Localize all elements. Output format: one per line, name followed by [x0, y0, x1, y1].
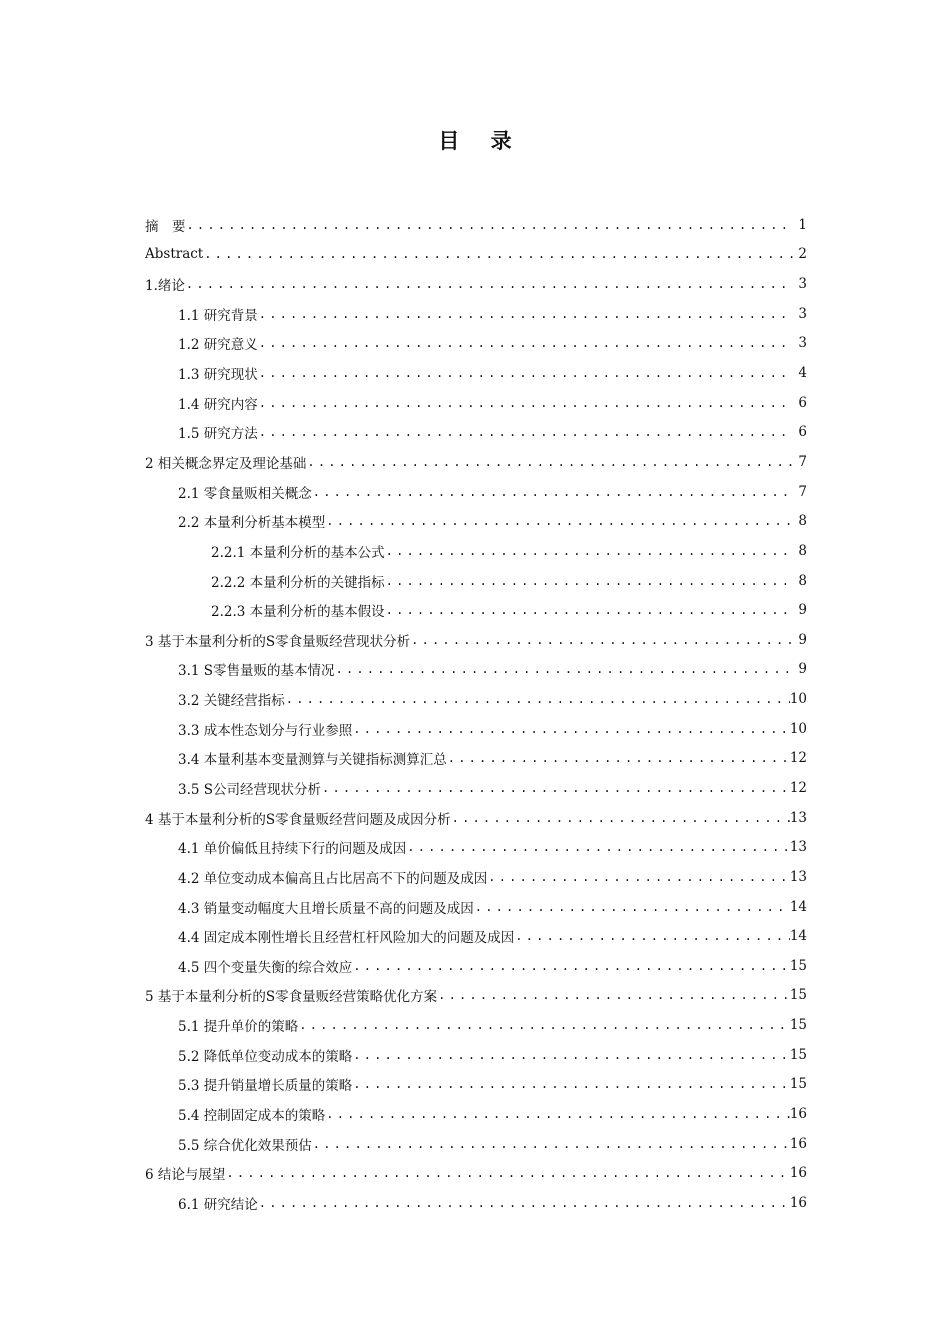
toc-entry-label: 1.1 研究背景	[178, 307, 258, 324]
toc-leader-dots	[514, 929, 790, 943]
toc-entry-page-number: 9	[798, 631, 807, 648]
toc-leader-dots	[225, 1166, 789, 1180]
toc-entry-label: 2.2 本量利分析基本模型	[178, 515, 326, 532]
toc-entry-page-number: 3	[798, 276, 807, 293]
toc-leader-dots	[447, 751, 790, 765]
toc-entry-label: 2 相关概念界定及理论基础	[145, 455, 307, 472]
toc-entry-label: 5.1 提升单价的策略	[178, 1019, 299, 1036]
toc-entry-page-number: 10	[789, 691, 807, 708]
toc-entry[interactable]	[145, 625, 807, 655]
toc-entry[interactable]	[145, 684, 807, 714]
toc-entry-label: 1.4 研究内容	[178, 396, 258, 413]
toc-leader-dots	[203, 247, 793, 261]
toc-entry-page-number: 9	[798, 602, 807, 619]
toc-entry[interactable]	[145, 655, 807, 685]
toc-entry-page-number: 3	[798, 305, 807, 322]
toc-entry[interactable]	[145, 566, 807, 596]
toc-leader-dots	[258, 1196, 790, 1210]
toc-entry-page-number: 8	[798, 572, 807, 589]
toc-entry-label: 1.2 研究意义	[178, 337, 258, 354]
toc-entry[interactable]	[145, 1099, 807, 1129]
toc-leader-dots	[258, 396, 793, 410]
toc-leader-dots	[186, 218, 794, 232]
toc-entry-page-number: 9	[798, 661, 807, 678]
toc-entry-page-number: 14	[789, 928, 807, 945]
toc-entry-label: 6 结论与展望	[145, 1167, 226, 1184]
toc-entry-label: 5.3 提升销量增长质量的策略	[178, 1078, 353, 1095]
toc-entry[interactable]	[145, 388, 807, 418]
toc-entry-label: 2.1 零食量贩相关概念	[178, 485, 312, 502]
toc-leader-dots	[352, 1048, 790, 1062]
toc-entry-page-number: 16	[789, 1135, 807, 1152]
toc-leader-dots	[352, 1077, 790, 1091]
toc-leader-dots	[185, 277, 793, 291]
toc-leader-dots	[325, 1107, 790, 1121]
toc-entry-label: 4.4 固定成本刚性增长且经营杠杆风险加大的问题及成因	[178, 930, 515, 947]
toc-entry-label: 3 基于本量利分析的S零食量贩经营现状分析	[145, 633, 411, 650]
toc-entry[interactable]	[145, 892, 807, 922]
toc-entry-page-number: 4	[798, 365, 807, 382]
toc-entry-label: 5.4 控制固定成本的策略	[178, 1108, 326, 1125]
toc-entry[interactable]	[145, 1010, 807, 1040]
toc-entry-page-number: 16	[789, 1194, 807, 1211]
toc-entry-label: 4.1 单价偏低且持续下行的问题及成因	[178, 841, 407, 858]
toc-entry-page-number: 12	[789, 750, 807, 767]
toc-leader-dots	[410, 633, 793, 647]
toc-entry-page-number: 13	[789, 809, 807, 826]
toc-entry-page-number: 16	[789, 1106, 807, 1123]
page-title: 目 录	[438, 129, 524, 153]
toc-entry[interactable]	[145, 803, 807, 833]
toc-entry-page-number: 7	[798, 483, 807, 500]
toc-entry[interactable]	[145, 744, 807, 774]
toc-entry-page-number: 16	[789, 1165, 807, 1182]
toc-entry[interactable]	[145, 862, 807, 892]
toc-entry-label: 5.2 降低单位变动成本的策略	[178, 1048, 353, 1065]
toc-entry[interactable]	[145, 210, 807, 240]
toc-entry[interactable]	[145, 240, 807, 270]
toc-entry[interactable]	[145, 447, 807, 477]
toc-entry-page-number: 6	[798, 394, 807, 411]
toc-entry-label: 1.绪论	[145, 278, 185, 295]
toc-entry[interactable]	[145, 329, 807, 359]
table-of-contents	[145, 210, 807, 1218]
toc-entry[interactable]	[145, 714, 807, 744]
toc-entry[interactable]	[145, 595, 807, 625]
toc-entry-label: 4 基于本量利分析的S零食量贩经营问题及成因分析	[145, 811, 451, 828]
toc-leader-dots	[312, 1137, 790, 1151]
toc-entry[interactable]	[145, 951, 807, 981]
toc-entry-page-number: 6	[798, 424, 807, 441]
toc-entry[interactable]	[145, 536, 807, 566]
toc-entry-page-number: 14	[789, 898, 807, 915]
toc-entry-label: 5.5 综合优化效果预估	[178, 1137, 312, 1154]
toc-entry[interactable]	[145, 299, 807, 329]
toc-leader-dots	[258, 366, 793, 380]
toc-entry-label: 3.4 本量利基本变量测算与关键指标测算汇总	[178, 752, 447, 769]
toc-entry-label: 摘 要	[145, 218, 186, 235]
toc-entry-label: 1.3 研究现状	[178, 367, 258, 384]
toc-entry[interactable]	[145, 921, 807, 951]
toc-leader-dots	[352, 722, 790, 736]
toc-leader-dots	[352, 959, 790, 973]
toc-entry-label: 4.2 单位变动成本偏高且占比居高不下的问题及成因	[178, 870, 488, 887]
toc-entry[interactable]	[145, 417, 807, 447]
toc-entry-page-number: 10	[789, 720, 807, 737]
toc-entry-page-number: 3	[798, 335, 807, 352]
toc-entry[interactable]	[145, 1159, 807, 1189]
toc-entry[interactable]	[145, 1070, 807, 1100]
toc-entry-page-number: 15	[789, 987, 807, 1004]
toc-entry-label: 4.3 销量变动幅度大且增长质量不高的问题及成因	[178, 900, 474, 917]
toc-entry-label: 5 基于本量利分析的S零食量贩经营策略优化方案	[145, 989, 438, 1006]
toc-entry[interactable]	[145, 1040, 807, 1070]
toc-entry-page-number: 13	[789, 868, 807, 885]
toc-entry-page-number: 15	[789, 1076, 807, 1093]
toc-entry-page-number: 15	[789, 1017, 807, 1034]
toc-entry-label: 2.2.3 本量利分析的基本假设	[211, 604, 385, 621]
toc-entry-page-number: 13	[789, 839, 807, 856]
toc-leader-dots	[321, 781, 790, 795]
toc-entry[interactable]	[145, 506, 807, 536]
toc-leader-dots	[285, 692, 790, 706]
toc-entry-label: 3.3 成本性态划分与行业参照	[178, 722, 353, 739]
toc-entry-label: 1.5 研究方法	[178, 426, 258, 443]
toc-entry-page-number: 8	[798, 513, 807, 530]
toc-leader-dots	[306, 455, 793, 469]
toc-entry-label: Abstract	[145, 246, 204, 263]
toc-leader-dots	[385, 544, 793, 558]
toc-leader-dots	[258, 425, 793, 439]
toc-entry-page-number: 8	[798, 542, 807, 559]
toc-entry[interactable]	[145, 773, 807, 803]
toc-leader-dots	[474, 900, 790, 914]
toc-entry-label: 2.2.2 本量利分析的关键指标	[211, 574, 385, 591]
toc-entry[interactable]	[145, 269, 807, 299]
toc-entry[interactable]	[145, 832, 807, 862]
toc-entry-label: 6.1 研究结论	[178, 1196, 258, 1213]
toc-leader-dots	[451, 811, 790, 825]
toc-leader-dots	[487, 870, 790, 884]
toc-entry-label: 4.5 四个变量失衡的综合效应	[178, 959, 353, 976]
toc-leader-dots	[312, 485, 793, 499]
toc-entry[interactable]	[145, 477, 807, 507]
toc-leader-dots	[385, 574, 793, 588]
toc-leader-dots	[325, 514, 793, 528]
toc-entry-page-number: 7	[798, 453, 807, 470]
toc-leader-dots	[437, 988, 790, 1002]
toc-entry-page-number: 15	[789, 1046, 807, 1063]
toc-entry[interactable]	[145, 981, 807, 1011]
toc-entry[interactable]	[145, 1188, 807, 1218]
toc-leader-dots	[406, 840, 790, 854]
toc-entry-label: 3.1 S零售量贩的基本情况	[178, 663, 335, 680]
toc-leader-dots	[298, 1018, 790, 1032]
toc-entry[interactable]	[145, 358, 807, 388]
toc-leader-dots	[385, 603, 793, 617]
toc-leader-dots	[258, 307, 793, 321]
toc-entry-page-number: 2	[798, 246, 807, 263]
toc-leader-dots	[335, 662, 793, 676]
toc-leader-dots	[258, 336, 793, 350]
toc-entry-label: 3.5 S公司经营现状分析	[178, 781, 322, 798]
toc-entry-label: 2.2.1 本量利分析的基本公式	[211, 544, 385, 561]
toc-entry[interactable]	[145, 1129, 807, 1159]
toc-entry-page-number: 15	[789, 957, 807, 974]
toc-entry-page-number: 12	[789, 779, 807, 796]
toc-entry-page-number: 1	[798, 216, 807, 233]
toc-entry-label: 3.2 关键经营指标	[178, 693, 285, 710]
